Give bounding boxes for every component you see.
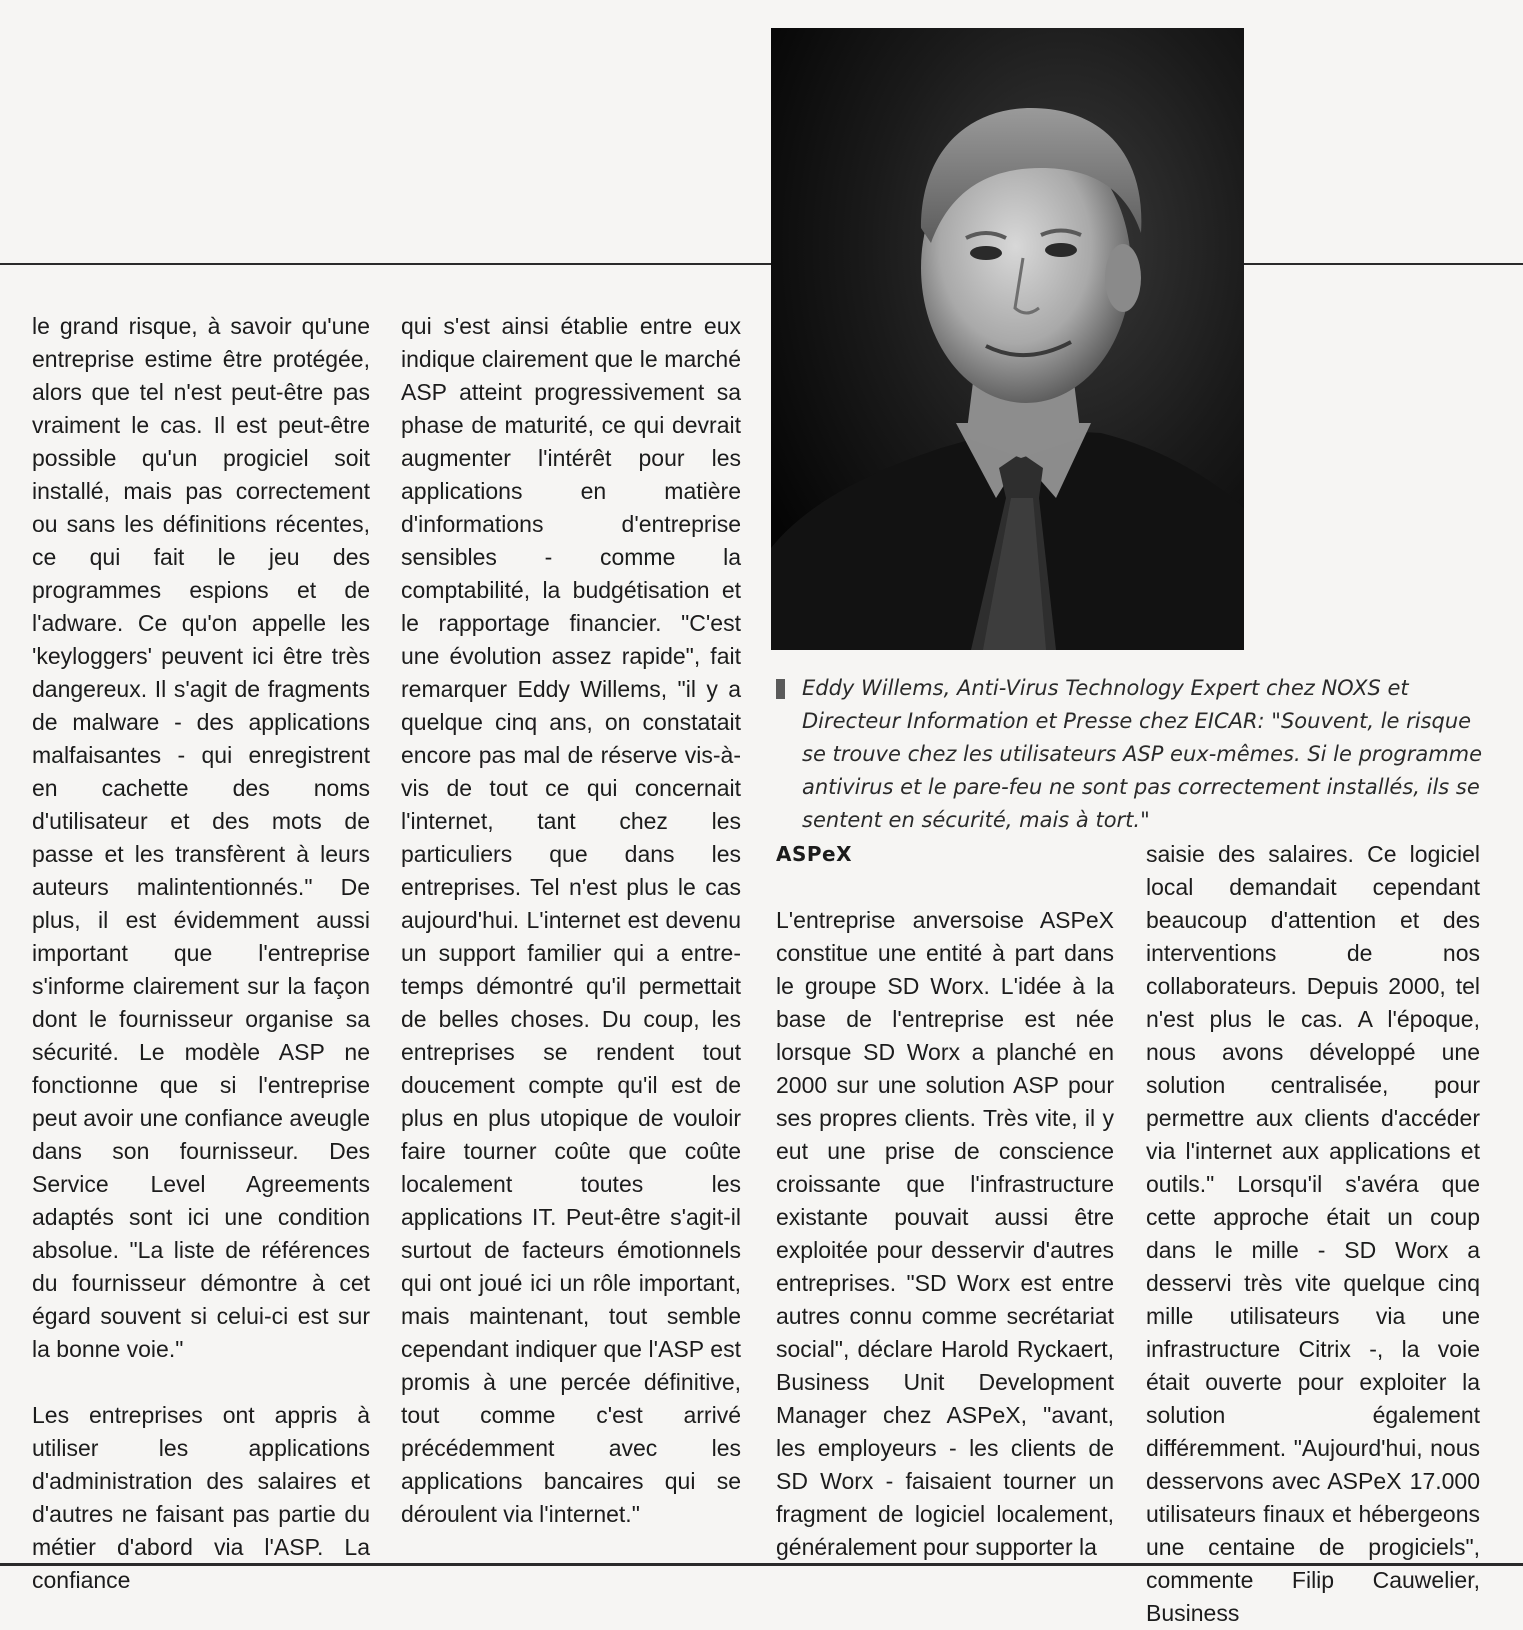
paragraph: qui s'est ainsi établie entre eux indique clairement que le marché ASP atteint progressivement sa phase de maturité, ce qui devrait augmenter l'intérêt pour les applications en matière d'informations d'entreprise sensibles - comme la comptabilité, la budgétisation et le rapportage financier. "C'est une évolution assez rapide", fait remarquer Eddy Willems, "il y a quelque cinq ans, on constatait encore pas mal de réserve vis-à-vis de tout ce qui concernait l'internet, tant chez les particuliers que dans les entreprises. Tel n'est plus le cas aujourd'hui. L'internet est devenu un support familier qui a entre-temps démontré qu'il permettait de belles choses. Du coup, les entreprises se rendent tout doucement compte qu'il est de plus en plus utopique de vouloir faire tourner coûte que coûte localement toutes les applications IT. Peut-être s'agit-il surtout de facteurs émotionnels qui ont joué ici un rôle important, mais maintenant, tout semble cependant indiquer que l'ASP est promis à une percée définitive, tout comme c'est arrivé précédemment avec les applications bancaires qui se déroulent via l'internet." xyxy=(401,313,741,1527)
caption-marker xyxy=(776,679,785,699)
article-column-2 xyxy=(401,310,741,1531)
caption-text: Eddy Willems, Anti-Virus Technology Expert chez NOXS et Directeur Information et Presse chez EICAR: "Souvent, le risque se trouve chez les utilisateurs ASP eux-mêmes. Si le programme antivirus et le pare-feu ne sont pas correctement installés, ils se sentent en sécurité, mais à tort." xyxy=(802,676,1483,832)
photo-caption xyxy=(776,672,1488,837)
article-column-1 xyxy=(32,310,370,1597)
bottom-rule xyxy=(0,1563,1523,1566)
article-column-3 xyxy=(776,838,1114,1564)
article-column-4 xyxy=(1146,838,1480,1630)
paragraph: Les entreprises ont appris à utiliser les applications d'administration des salaires et d'autres ne faisant pas partie du métier d'abord via l'ASP. La confiance xyxy=(32,1402,370,1593)
paragraph: L'entreprise anversoise ASPeX constitue une entité à part dans le groupe SD Worx. L'idée à la base de l'entreprise est née lorsque SD Worx a planché en 2000 sur une solution ASP pour ses propres clients. Très vite, il y eut une prise de conscience croissante que l'infrastructure existante pouvait aussi être exploitée pour desservir d'autres entreprises. "SD Worx est entre autres connu comme secrétariat social", déclare Harold Ryckaert, Business Unit Development Manager chez ASPeX, "avant, les employeurs - les clients de SD Worx - faisaient tourner un fragment de logiciel localement, généralement pour supporter la xyxy=(776,907,1114,1560)
paragraph: saisie des salaires. Ce logiciel local demandait cependant beaucoup d'attention et des interventions de nos collaborateurs. Depuis 2000, tel n'est plus le cas. A l'époque, nous avons développé une solution centralisée, pour permettre aux clients d'accéder via l'internet aux applications et outils." Lorsqu'il s'avéra que cette approche était un coup dans le mille - SD Worx a desservi très vite quelque cinq mille utilisateurs via une infrastructure Citrix -, la voie était ouverte pour exploiter la solution également différemment. "Aujourd'hui, nous desservons avec ASPeX 17.000 utilisateurs finaux et hébergeons une centaine de progiciels", commente Filip Cauwelier, Business xyxy=(1146,841,1480,1626)
paragraph: le grand risque, à savoir qu'une entreprise estime être protégée, alors que tel n'est peut-être pas vraiment le cas. Il est peut-être possible qu'un progiciel soit installé, mais pas correctement ou sans les définitions récentes, ce qui fait le jeu des programmes espions et de l'adware. Ce qu'on appelle les 'keyloggers' peuvent ici être très dangereux. Il s'agit de fragments de malware - des applications malfaisantes - qui enregistrent en cachette des noms d'utilisateur et des mots de passe et les transfèrent à leurs auteurs malintentionnés." De plus, il est évidemment aussi important que l'entreprise s'informe clairement sur la façon dont le fournisseur organise sa sécurité. Le modèle ASP ne fonctionne que si l'entreprise peut avoir une confiance aveugle dans son fournisseur. Des Service Level Agreements adaptés sont ici une condition absolue. "La liste de références du fournisseur démontre à cet égard souvent si celui-ci est sur la bonne voie." xyxy=(32,313,370,1362)
section-heading: ASPeX xyxy=(776,842,853,866)
top-rule xyxy=(0,263,1523,265)
portrait-photo xyxy=(771,28,1244,650)
